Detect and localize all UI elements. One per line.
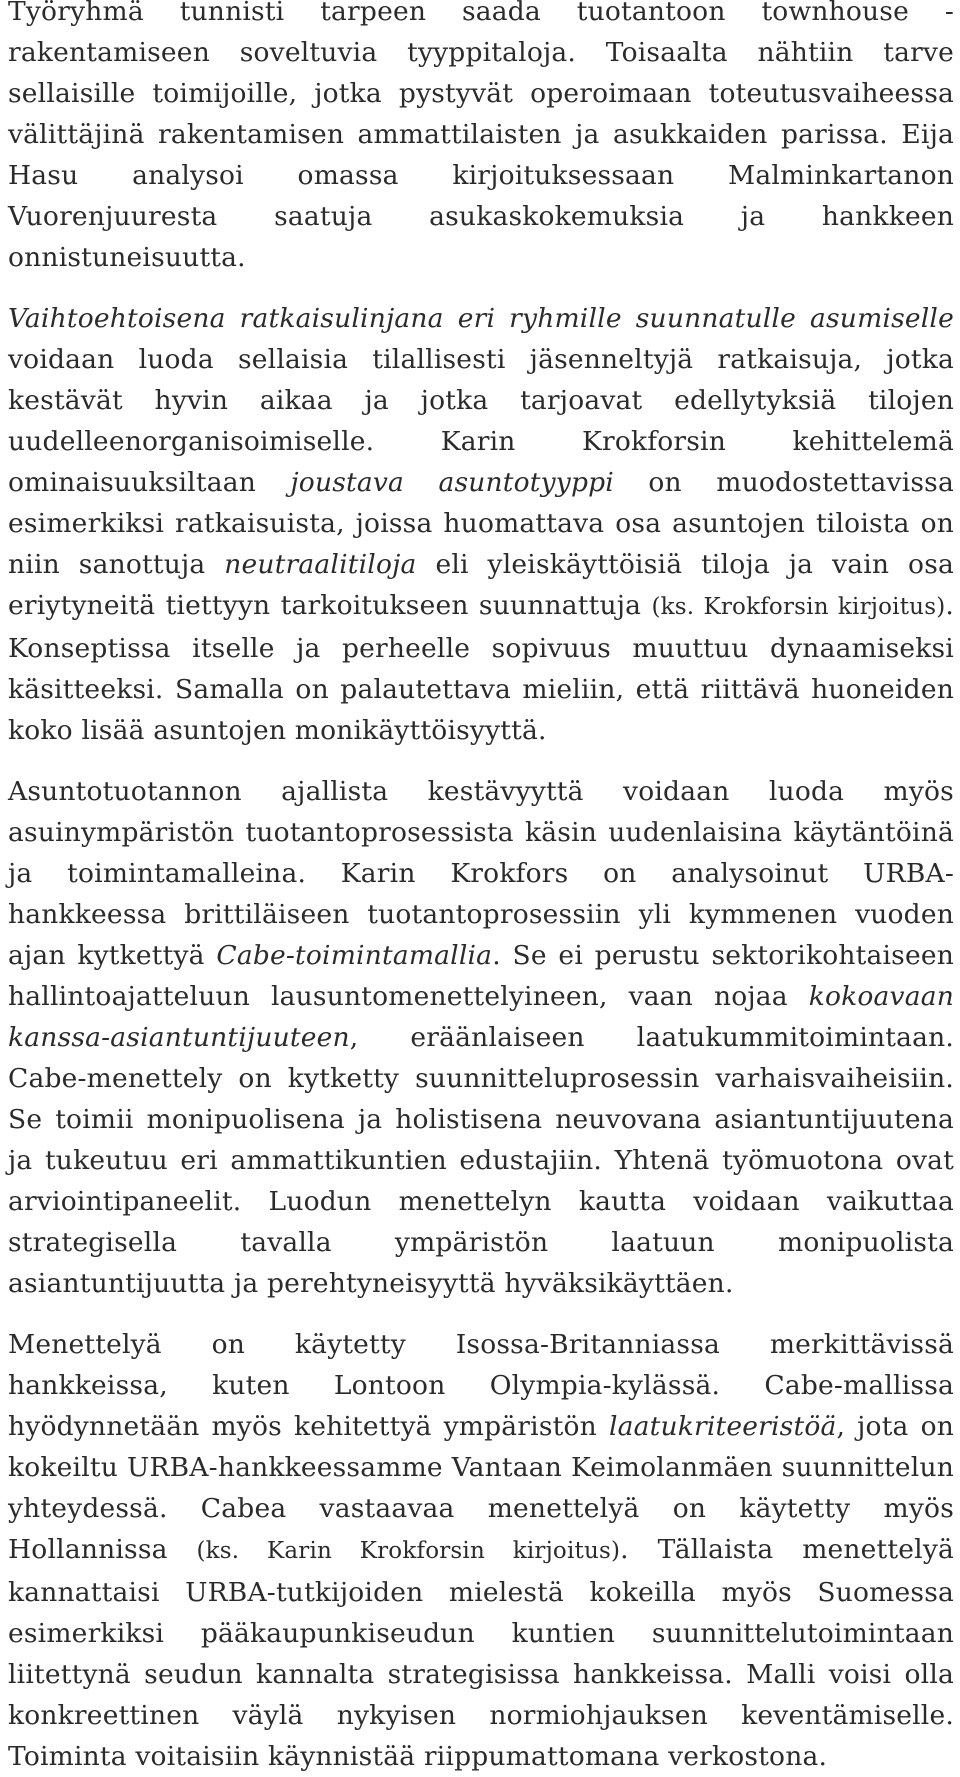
text-segment: on muodostettavissa esimerkiksi ratkaisuista, joissa huomattava osa asuntojen tiloista on niin sanottuja xyxy=(8,467,954,580)
citation: (ks. Krokforsin kirjoitus) xyxy=(651,594,946,620)
paragraph-p2 xyxy=(8,298,954,751)
text-segment: , jota on kokeiltu URBA-hankkeessamme Vantaan Keimolanmäen suunnittelun yhteydessä. Cabea vastaavaa menettelyä on käytetty myös Hollannissa xyxy=(8,1411,954,1565)
text-segment: joustava asuntotyyppi xyxy=(290,467,614,498)
paragraph-p1 xyxy=(8,0,954,278)
text-segment: , eräänlaiseen laatukummitoimintaan. Cabe-menettely on kytketty suunnitteluprosessin varhaisvaiheisiin. Se toimii monipuolisena ja holistisena neuvovana asiantuntijuutena ja tukeutuu eri ammattikuntien edustajiin. Yhtenä työmuotona ovat arviointipaneelit. Luodun menettelyn kautta voidaan vaikuttaa strategisella tavalla ympäristön laatuun monipuolista asiantuntijuutta ja perehtyneisyyttä hyväksikäyttäen. xyxy=(8,1022,954,1299)
text-segment: Cabe-toimintamallia xyxy=(216,940,493,971)
document-page xyxy=(8,0,954,1777)
citation: (ks. Karin Krokforsin kirjoitus) xyxy=(196,1538,621,1564)
text-segment: voidaan luoda sellaisia tilallisesti jäsenneltyjä ratkaisuja, jotka kestävät hyvin aikaa ja jotka tarjoavat edellytyksiä tilojen uudelleenorganisoimiselle. Karin Krokforsin kehittelemä ominaisuuksiltaan xyxy=(8,344,954,498)
text-segment: laatukriteeristöä xyxy=(608,1411,837,1442)
paragraph-p4 xyxy=(8,1324,954,1777)
text-segment: neutraalitiloja xyxy=(224,549,417,580)
text-segment: Vaihtoehtoisena ratkaisulinjana eri ryhmille suunnatulle asumiselle xyxy=(8,303,954,334)
text-segment: Asuntotuotannon ajallista kestävyyttä voidaan luoda myös asuinympäristön tuotantoprosessista käsin uudenlaisina käytäntöinä ja toimintamalleina. Karin Krokfors on analysoinut URBA-hankkeessa brittiläiseen tuotantoprosessiin yli kymmenen vuoden ajan kytkettyä xyxy=(8,776,954,971)
paragraph-p3 xyxy=(8,771,954,1304)
text-segment: . Se ei perustu sektorikohtaiseen hallintoajatteluun lausuntomenettelyineen, vaan nojaa xyxy=(8,940,954,1012)
text-segment: Työryhmä tunnisti tarpeen saada tuotantoon townhouse -rakentamiseen soveltuvia tyyppitaloja. Toisaalta nähtiin tarve sellaisille toimijoille, jotka pystyvät operoimaan toteutusvaiheessa välittäjinä rakentamisen ammattilaisten ja asukkaiden parissa. Eija Hasu analysoi omassa kirjoituksessaan Malminkartanon Vuorenjuuresta saatuja asukaskokemuksia ja hankkeen onnistuneisuutta. xyxy=(8,0,954,273)
text-segment: Menettelyä on käytetty Isossa-Britanniassa merkittävissä hankkeissa, kuten Lontoon Olympia-kylässä. Cabe-mallissa hyödynnetään myös kehitettyä ympäristön xyxy=(8,1329,954,1442)
text-segment: . Konseptissa itselle ja perheelle sopivuus muuttuu dynaamiseksi käsitteeksi. Samalla on palautettava mieliin, että riittävä huoneiden koko lisää asuntojen monikäyttöisyyttä. xyxy=(8,590,954,746)
text-segment: eli yleiskäyttöisiä tiloja ja vain osa eriytyneitä tiettyyn tarkoitukseen suunnattuja xyxy=(8,549,955,621)
text-segment: kokoavaan kanssa-asiantuntijuuteen xyxy=(8,981,954,1053)
text-segment: . Tällaista menettelyä kannattaisi URBA-tutkijoiden mielestä kokeilla myös Suomessa esimerkiksi pääkaupunkiseudun kuntien suunnittelutoimintaan liitettynä seudun kannalta strategisissa hankkeissa. Malli voisi olla konkreettinen väylä nykyisen normiohjauksen keventämiselle. Toiminta voitaisiin käynnistää riippumattomana verkostona. xyxy=(8,1534,954,1772)
